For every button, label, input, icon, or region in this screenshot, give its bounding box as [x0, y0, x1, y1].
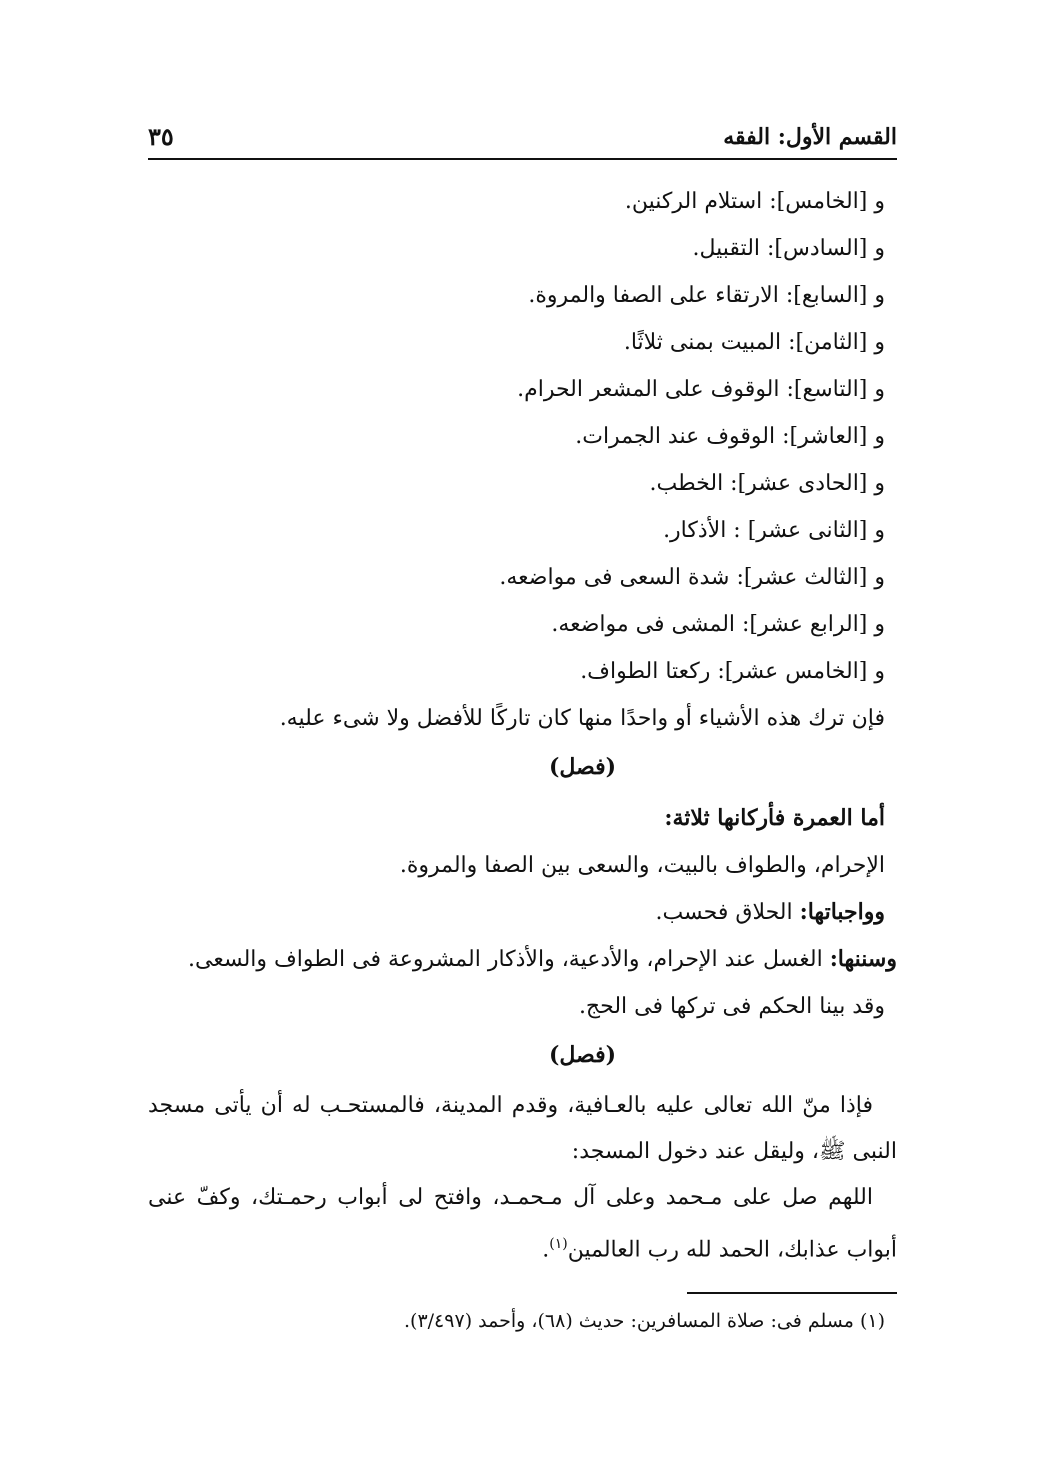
umrah-pillars-heading: أما العمرة فأركانها ثلاثة: [664, 805, 885, 831]
footnote-divider [687, 1292, 897, 1294]
sunnahs-lead: وسننها: [829, 946, 897, 972]
umrah-sunnahs [148, 936, 897, 983]
supplication-text: اللهم صل على مـحمد وعلى آل مـحمـد، وافتح لى أبواب رحمـتك، وكفّ عنى أبواب عذابك، الحمد لله رب العالمين [148, 1185, 897, 1263]
supplication-paragraph [148, 1175, 897, 1273]
footnote: (١) مسلم فى: صلاة المسافرين: حديث (٦٨)، وأحمد (٣/٤٩٧). [404, 1310, 885, 1332]
list-item: و [العاشر]: الوقوف عند الجمرات. [575, 424, 885, 449]
paragraph: فإذا منّ الله تعالى عليه بالعـافية، وقدم المدينة، فالمستحـب له أن يأتى مسجد النبى ﷺ، وليقل عند دخول المسجد: [148, 1093, 897, 1164]
list-item: و [الثانى عشر] : الأذكار. [663, 518, 885, 543]
footnote-marker: (١) [549, 1236, 568, 1252]
section-title: القسم الأول: الفقه [723, 124, 897, 150]
running-header [148, 118, 897, 160]
list-item: و [التاسع]: الوقوف على المشعر الحرام. [517, 377, 885, 402]
body-text [148, 178, 897, 1273]
umrah-ruling: وقد بينا الحكم فى تركها فى الحج. [578, 994, 885, 1019]
section-heading: (فصل) [548, 1042, 617, 1068]
umrah-pillars-text: الإحرام، والطواف بالبيت، والسعى بين الصفا والمروة. [399, 853, 885, 878]
list-item: و [الخامس]: استلام الركنين. [624, 189, 885, 214]
obligations-text: الحلاق فحسب. [655, 900, 793, 925]
section-heading: (فصل) [548, 754, 617, 780]
sunnahs-text: الغسل عند الإحرام، والأدعية، والأذكار المشروعة فى الطواف والسعى. [188, 947, 823, 972]
list-item: و [الرابع عشر]: المشى فى مواضعه. [551, 612, 885, 637]
page-number: ٣٥ [148, 122, 174, 151]
list-item: و [الحادى عشر]: الخطب. [649, 471, 885, 496]
list-item: و [السادس]: التقبيل. [692, 236, 885, 261]
conclusion-line: فإن ترك هذه الأشياء أو واحدًا منها كان تاركًا للأفضل ولا شىء عليه. [279, 706, 885, 731]
list-item: و [السابع]: الارتقاء على الصفا والمروة. [528, 283, 885, 308]
list-item: و [الثامن]: المبيت بمنى ثلاثًا. [623, 330, 885, 355]
umrah-obligations [148, 889, 897, 936]
obligations-lead: وواجباتها: [799, 899, 885, 925]
period: . [542, 1237, 550, 1263]
list-item: و [الثالث عشر]: شدة السعى فى مواضعه. [499, 565, 885, 590]
list-item: و [الخامس عشر]: ركعتا الطواف. [580, 659, 885, 684]
